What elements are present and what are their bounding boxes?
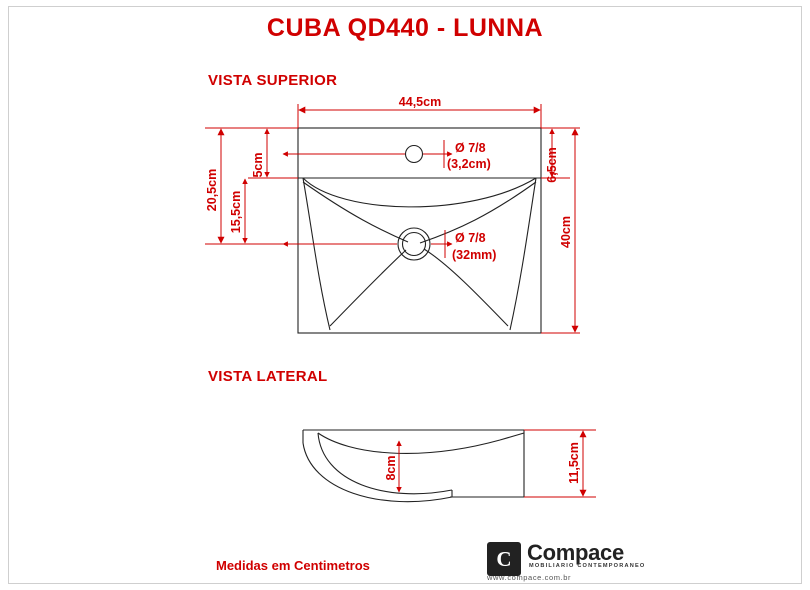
dim-top-height-total: 40cm [559, 216, 573, 248]
section-label-side-view: VISTA LATERAL [208, 368, 328, 385]
dim-top-right-inner: 6,5cm [545, 147, 559, 183]
dim-side-height-total: 11,5cm [567, 442, 581, 484]
logo-mark-icon [487, 542, 521, 576]
logo-mark-letter: C [496, 547, 512, 571]
dim-drain-hole-line2: (32mm) [452, 248, 497, 262]
side-view-dimension-labels [384, 442, 581, 484]
top-view-geometry [298, 128, 541, 333]
dim-top-left-inner: 5cm [251, 152, 265, 178]
brand-logo [487, 540, 697, 584]
brand-website: www.compace.com.br [487, 573, 572, 582]
units-note: Medidas em Centimetros [216, 558, 370, 573]
dim-faucet-hole-line2: (3,2cm) [447, 157, 491, 171]
page-title: CUBA QD440 - LUNNA [266, 14, 544, 42]
brand-tagline: MOBILIARIO CONTEMPORANEO [529, 563, 646, 569]
dim-faucet-hole-line1: Ø 7/8 [455, 141, 486, 155]
dim-top-left-outer: 20,5cm [205, 168, 219, 212]
top-view-dimensions [205, 104, 580, 333]
section-label-top-view: VISTA SUPERIOR [208, 72, 338, 89]
side-view-geometry [303, 430, 524, 502]
brand-name: Compace [527, 540, 624, 565]
dim-drain-hole-line1: Ø 7/8 [455, 231, 486, 245]
dim-top-left-mid: 15,5cm [229, 190, 243, 234]
dim-side-inner-depth: 8cm [384, 455, 398, 481]
dim-top-width: 44,5cm [398, 95, 442, 109]
